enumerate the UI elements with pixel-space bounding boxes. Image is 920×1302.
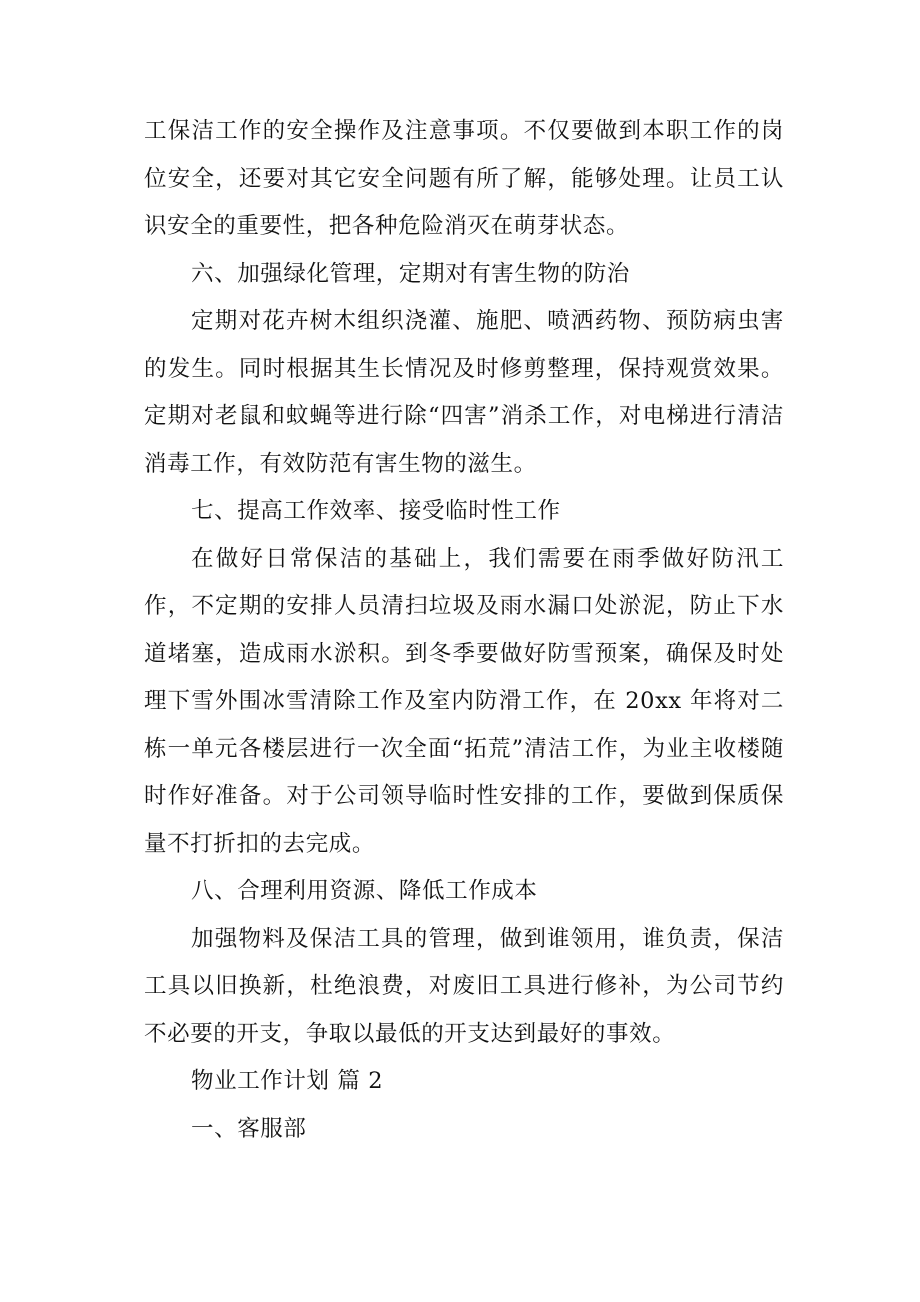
paragraph-safety-continuation: 工保洁工作的安全操作及注意事项。不仅要做到本职工作的岗位安全，还要对其它安全问题有所了解，能够处理。让员工认识安全的重要性，把各种危险消灭在萌芽状态。	[144, 118, 784, 239]
section-heading-greening: 六、加强绿化管理，定期对有害生物的防治	[191, 260, 630, 287]
paragraph-resources: 加强物料及保洁工具的管理，做到谁领用，谁负责，保洁工具以旧换新，杜绝浪费，对废旧工具进行修补，为公司节约不必要的开支，争取以最低的开支达到最好的事效。	[144, 925, 784, 1047]
paragraph-greening: 定期对花卉树木组织浇灌、施肥、喷洒药物、预防病虫害的发生。同时根据其生长情况及时修剪整理，保持观赏效果。定期对老鼠和蚊蝇等进行除“四害”消杀工作，对电梯进行清洁消毒工作，有效防范有害生物的滋生。	[144, 308, 784, 477]
paragraph-efficiency: 在做好日常保洁的基础上，我们需要在雨季做好防汛工作，不定期的安排人员清扫垃圾及雨水漏口处淤泥，防止下水道堵塞，造成雨水淤积。到冬季要做好防雪预案，确保及时处理下雪外围冰雪清除工作及室内防滑工作，在 20xx 年将对二栋一单元各楼层进行一次全面“拓荒”清洁工作，为业主收楼随时作好准备。对于公司领导临时性安排的工作，要做到保质保量不打折扣的去完成。	[144, 545, 784, 857]
section-heading-customer-service: 一、客服部	[191, 1115, 307, 1142]
section-heading-efficiency: 七、提高工作效率、接受临时性工作	[191, 498, 561, 524]
document-body	[144, 108, 784, 1153]
plan-title-part-2: 物业工作计划 篇 2	[191, 1068, 384, 1094]
section-heading-resources: 八、合理利用资源、降低工作成本	[191, 878, 538, 904]
